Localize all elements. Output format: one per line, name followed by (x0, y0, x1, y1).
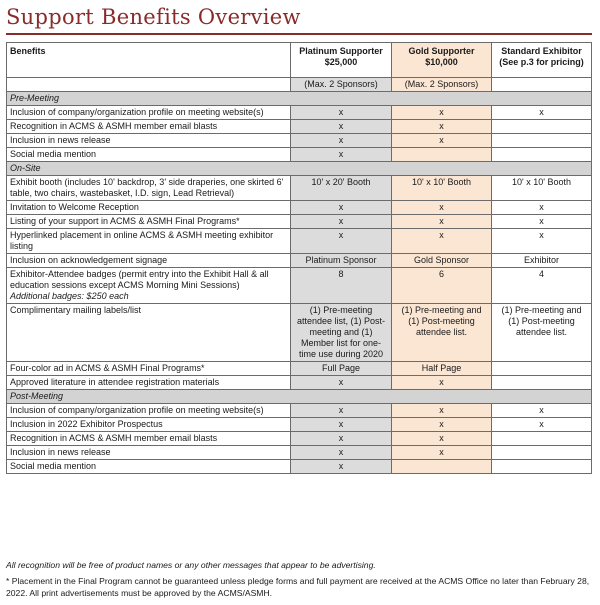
standard-cell: 10' x 10' Booth (492, 176, 592, 201)
benefit-cell: Recognition in ACMS & ASMH member email blasts (7, 120, 291, 134)
standard-cell (492, 134, 592, 148)
table-row (7, 106, 592, 120)
platinum-cell: x (291, 376, 392, 390)
sponsor-limit-row (7, 78, 592, 92)
page-title: Support Benefits Overview (6, 5, 301, 29)
gold-cell: x (392, 376, 492, 390)
column-header-benefits: Benefits (7, 43, 291, 78)
platinum-cell: x (291, 229, 392, 254)
platinum-cell: Platinum Sponsor (291, 254, 392, 268)
standard-cell (492, 432, 592, 446)
gold-price: $10,000 (425, 57, 458, 67)
table-row (7, 229, 592, 254)
standard-name: Standard Exhibitor (501, 46, 582, 56)
section-row-on-site (7, 162, 592, 176)
benefit-cell: Listing of your support in ACMS & ASMH Final Programs* (7, 215, 291, 229)
benefit-cell: Inclusion in 2022 Exhibitor Prospectus (7, 418, 291, 432)
standard-cell: x (492, 201, 592, 215)
additional-badges-note: Additional badges: $250 each (10, 291, 129, 301)
standard-cell (492, 362, 592, 376)
benefit-cell: Inclusion in news release (7, 134, 291, 148)
standard-cell: x (492, 215, 592, 229)
benefits-table (6, 42, 592, 474)
platinum-cell: x (291, 446, 392, 460)
column-header-platinum (291, 43, 392, 78)
column-header-gold (392, 43, 492, 78)
platinum-cell: x (291, 432, 392, 446)
benefit-cell: Social media mention (7, 460, 291, 474)
standard-limit (492, 78, 592, 92)
benefit-cell: Invitation to Welcome Reception (7, 201, 291, 215)
standard-cell (492, 376, 592, 390)
section-label: On-Site (7, 162, 592, 176)
table-row (7, 148, 592, 162)
benefit-cell (7, 268, 291, 304)
gold-cell: x (392, 201, 492, 215)
table-row (7, 460, 592, 474)
benefit-cell: Complimentary mailing labels/list (7, 304, 291, 362)
platinum-cell: x (291, 120, 392, 134)
platinum-cell: Full Page (291, 362, 392, 376)
table-row (7, 304, 592, 362)
standard-cell: x (492, 229, 592, 254)
standard-cell (492, 460, 592, 474)
standard-cell: 4 (492, 268, 592, 304)
gold-cell: 10' x 10' Booth (392, 176, 492, 201)
section-label: Post-Meeting (7, 390, 592, 404)
table-row (7, 268, 592, 304)
recognition-footnote: All recognition will be free of product names or any other messages that appear to be advertising. (6, 560, 376, 570)
platinum-limit: (Max. 2 Sponsors) (291, 78, 392, 92)
table-row (7, 418, 592, 432)
platinum-cell: x (291, 201, 392, 215)
table-row (7, 201, 592, 215)
benefit-cell: Inclusion on acknowledgement signage (7, 254, 291, 268)
gold-cell: x (392, 229, 492, 254)
benefit-cell: Inclusion of company/organization profile on meeting website(s) (7, 404, 291, 418)
platinum-cell: x (291, 134, 392, 148)
gold-cell (392, 148, 492, 162)
title-divider (6, 33, 592, 35)
standard-cell (492, 120, 592, 134)
benefit-cell: Inclusion in news release (7, 446, 291, 460)
benefit-cell: Approved literature in attendee registration materials (7, 376, 291, 390)
header-row (7, 43, 592, 78)
platinum-cell: x (291, 404, 392, 418)
platinum-cell: x (291, 460, 392, 474)
gold-limit: (Max. 2 Sponsors) (392, 78, 492, 92)
table-row (7, 362, 592, 376)
sponsor-limit-label (7, 78, 291, 92)
gold-cell: x (392, 446, 492, 460)
table-row (7, 254, 592, 268)
placement-footnote: * Placement in the Final Program cannot be guaranteed unless pledge forms and full payment are received at the ACMS Office no later than February 28, 2022. All print advertisements must be approved by the ACMS/ASMH. (6, 576, 590, 598)
section-row-pre-meeting (7, 92, 592, 106)
gold-cell: x (392, 106, 492, 120)
table-row (7, 432, 592, 446)
standard-cell: (1) Pre-meeting and (1) Post-meeting attendee list. (492, 304, 592, 362)
section-label: Pre-Meeting (7, 92, 592, 106)
table-row (7, 134, 592, 148)
gold-cell: x (392, 404, 492, 418)
gold-cell: x (392, 120, 492, 134)
table-row (7, 446, 592, 460)
benefit-text: Exhibitor-Attendee badges (permit entry into the Exhibit Hall & all education sessions except ACMS Morning Mini Sessions) (10, 269, 269, 290)
section-row-post-meeting (7, 390, 592, 404)
table-row (7, 120, 592, 134)
platinum-cell: x (291, 418, 392, 432)
platinum-cell: x (291, 148, 392, 162)
gold-name: Gold Supporter (408, 46, 475, 56)
platinum-cell: 10' x 20' Booth (291, 176, 392, 201)
benefit-cell: Social media mention (7, 148, 291, 162)
standard-price: (See p.3 for pricing) (499, 57, 584, 67)
table-row (7, 404, 592, 418)
platinum-cell: x (291, 106, 392, 120)
standard-cell: x (492, 404, 592, 418)
standard-cell (492, 148, 592, 162)
gold-cell: (1) Pre-meeting and (1) Post-meeting attendee list. (392, 304, 492, 362)
gold-cell: x (392, 418, 492, 432)
gold-cell: x (392, 432, 492, 446)
table-row (7, 376, 592, 390)
gold-cell: x (392, 215, 492, 229)
gold-cell: Gold Sponsor (392, 254, 492, 268)
platinum-price: $25,000 (324, 57, 358, 67)
benefit-cell: Exhibit booth (includes 10' backdrop, 3' side draperies, one skirted 6' table, two chairs, wastebasket, I.D. sign, Lead Retrieval) (7, 176, 291, 201)
benefit-cell: Inclusion of company/organization profile on meeting website(s) (7, 106, 291, 120)
column-header-standard (492, 43, 592, 78)
platinum-cell: (1) Pre-meeting attendee list, (1) Post-meeting and (1) Member list for one-time use during 2020 (291, 304, 392, 362)
platinum-cell: x (291, 215, 392, 229)
gold-cell: Half Page (392, 362, 492, 376)
benefit-cell: Four-color ad in ACMS & ASMH Final Programs* (7, 362, 291, 376)
gold-cell: 6 (392, 268, 492, 304)
table-row (7, 176, 592, 201)
benefit-cell: Hyperlinked placement in online ACMS & ASMH meeting exhibitor listing (7, 229, 291, 254)
gold-cell (392, 460, 492, 474)
benefit-cell: Recognition in ACMS & ASMH member email blasts (7, 432, 291, 446)
platinum-name: Platinum Supporter (299, 46, 383, 56)
standard-cell (492, 446, 592, 460)
table-row (7, 215, 592, 229)
standard-cell: x (492, 418, 592, 432)
platinum-cell: 8 (291, 268, 392, 304)
standard-cell: Exhibitor (492, 254, 592, 268)
gold-cell: x (392, 134, 492, 148)
standard-cell: x (492, 106, 592, 120)
